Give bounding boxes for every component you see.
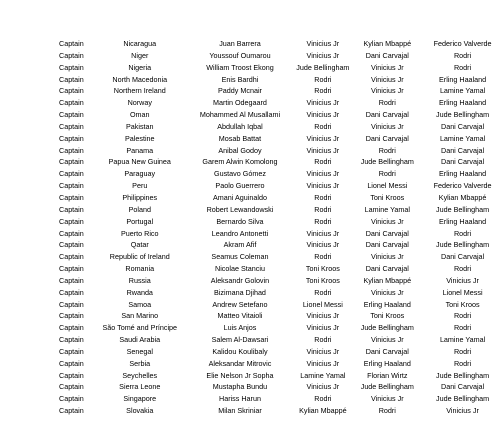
role-cell[interactable]: Captain bbox=[59, 406, 84, 416]
captain-cell[interactable]: Paddy Mcnair bbox=[218, 86, 262, 96]
second-choice-cell[interactable]: Dani Carvajal bbox=[365, 346, 409, 356]
third-choice-cell[interactable]: Rodri bbox=[453, 346, 472, 356]
first-choice-cell[interactable]: Vinicius Jr bbox=[306, 382, 340, 392]
table-row bbox=[59, 287, 500, 299]
role-cell[interactable]: Captain bbox=[59, 335, 84, 345]
table-body bbox=[59, 38, 500, 417]
country-cell[interactable]: Philippines bbox=[122, 192, 158, 202]
captain-cell[interactable]: Seamus Coleman bbox=[211, 252, 269, 262]
country-cell[interactable]: Republic of Ireland bbox=[109, 252, 170, 262]
third-choice-cell[interactable]: Federico Valverde bbox=[433, 39, 492, 48]
table-row bbox=[59, 168, 500, 180]
second-choice-cell[interactable]: Vinicius Jr bbox=[370, 216, 404, 226]
third-choice-cell[interactable]: Rodri bbox=[453, 358, 472, 368]
captain-cell[interactable]: Kalidou Koulibaly bbox=[212, 346, 268, 356]
third-choice-cell[interactable]: Rodri bbox=[453, 228, 472, 238]
table-row bbox=[59, 156, 500, 168]
country-cell[interactable]: Slovakia bbox=[126, 406, 154, 416]
table-row bbox=[59, 109, 500, 121]
third-choice-cell[interactable]: Jude Bellingham bbox=[436, 240, 490, 250]
captain-cell[interactable]: William Troost Ekong bbox=[206, 62, 274, 72]
role-cell[interactable]: Captain bbox=[59, 287, 84, 297]
first-choice-cell[interactable]: Rodri bbox=[314, 204, 332, 214]
country-cell[interactable]: Paraguay bbox=[124, 169, 156, 179]
table-row bbox=[59, 85, 500, 97]
table-row bbox=[59, 239, 500, 251]
first-choice-cell[interactable]: Vinicius Jr bbox=[306, 133, 340, 143]
table-row bbox=[59, 74, 500, 86]
first-choice-cell[interactable]: Vinicius Jr bbox=[306, 169, 340, 179]
captain-cell[interactable]: Andrew Setefano bbox=[212, 299, 268, 309]
third-choice-cell[interactable]: Toni Kroos bbox=[445, 299, 480, 309]
second-choice-cell[interactable]: Toni Kroos bbox=[370, 192, 405, 202]
role-cell[interactable]: Captain bbox=[59, 204, 84, 214]
table-row bbox=[59, 346, 500, 358]
captain-cell[interactable]: Hariss Harun bbox=[219, 394, 261, 404]
country-cell[interactable]: Panama bbox=[126, 145, 154, 155]
table-row bbox=[59, 393, 500, 405]
country-cell[interactable]: Poland bbox=[128, 204, 151, 214]
captain-cell[interactable]: Mosab Battat bbox=[218, 133, 262, 143]
second-choice-cell[interactable]: Jude Bellingham bbox=[360, 382, 414, 392]
first-choice-cell[interactable]: Rodri bbox=[314, 192, 332, 202]
third-choice-cell[interactable]: Dani Carvajal bbox=[441, 121, 485, 131]
role-cell[interactable]: Captain bbox=[59, 110, 84, 120]
country-cell[interactable]: Serbia bbox=[129, 358, 151, 368]
second-choice-cell[interactable]: Vinicius Jr bbox=[370, 335, 404, 345]
country-cell[interactable]: Sierra Leone bbox=[119, 382, 161, 392]
captain-cell[interactable]: Nicolae Stanciu bbox=[215, 264, 265, 274]
captain-cell[interactable]: Milan Skriniar bbox=[218, 406, 262, 416]
third-choice-cell[interactable]: Federico Valverde bbox=[433, 181, 492, 191]
first-choice-cell[interactable]: Vinicius Jr bbox=[306, 323, 340, 333]
country-cell[interactable]: San Marino bbox=[121, 311, 159, 321]
table-row bbox=[59, 121, 500, 133]
table-row bbox=[59, 38, 500, 50]
role-cell[interactable]: Captain bbox=[59, 358, 84, 368]
second-choice-cell[interactable]: Lionel Messi bbox=[367, 181, 408, 191]
second-choice-cell[interactable]: Jude Bellingham bbox=[360, 323, 414, 333]
second-choice-cell[interactable]: Vinicius Jr bbox=[370, 62, 404, 72]
first-choice-cell[interactable]: Vinicius Jr bbox=[306, 358, 340, 368]
role-cell[interactable]: Captain bbox=[59, 86, 84, 96]
country-cell[interactable]: Nicaragua bbox=[123, 39, 157, 48]
second-choice-cell[interactable]: Dani Carvajal bbox=[365, 228, 409, 238]
country-cell[interactable]: Samoa bbox=[128, 299, 152, 309]
second-choice-cell[interactable]: Rodri bbox=[378, 98, 396, 108]
second-choice-cell[interactable]: Jude Bellingham bbox=[360, 157, 414, 167]
country-cell[interactable]: Senegal bbox=[126, 346, 153, 356]
first-choice-cell[interactable]: Rodri bbox=[314, 287, 332, 297]
role-cell[interactable]: Captain bbox=[59, 346, 84, 356]
table-row bbox=[59, 251, 500, 263]
first-choice-cell[interactable]: Lamine Yamal bbox=[300, 370, 346, 380]
third-choice-cell[interactable]: Lamine Yamal bbox=[439, 86, 486, 96]
role-cell[interactable]: Captain bbox=[59, 382, 84, 392]
first-choice-cell[interactable]: Rodri bbox=[314, 216, 332, 226]
third-choice-cell[interactable]: Lamine Yamal bbox=[439, 133, 486, 143]
second-choice-cell[interactable]: Dani Carvajal bbox=[365, 240, 409, 250]
captain-cell[interactable]: Gustavo Gómez bbox=[214, 169, 266, 179]
first-choice-cell[interactable]: Rodri bbox=[314, 157, 332, 167]
second-choice-cell[interactable]: Vinicius Jr bbox=[370, 287, 404, 297]
country-cell[interactable]: Papua New Guinea bbox=[108, 157, 171, 167]
first-choice-cell[interactable]: Jude Bellingham bbox=[296, 62, 350, 72]
country-cell[interactable]: Singapore bbox=[123, 394, 157, 404]
second-choice-cell[interactable]: Erling Haaland bbox=[363, 358, 411, 368]
role-cell[interactable]: Captain bbox=[59, 216, 84, 226]
role-cell[interactable]: Captain bbox=[59, 370, 84, 380]
table-row bbox=[59, 216, 500, 228]
captain-cell[interactable]: Aleksandar Mitrovic bbox=[208, 358, 272, 368]
second-choice-cell[interactable]: Rodri bbox=[378, 169, 396, 179]
first-choice-cell[interactable]: Toni Kroos bbox=[305, 264, 340, 274]
third-choice-cell[interactable]: Dani Carvajal bbox=[441, 382, 485, 392]
third-choice-cell[interactable]: Lamine Yamal bbox=[439, 335, 486, 345]
second-choice-cell[interactable]: Erling Haaland bbox=[363, 299, 411, 309]
country-cell[interactable]: São Tomé and Príncipe bbox=[102, 323, 178, 333]
captain-cell[interactable]: Amani Aguinaldo bbox=[213, 192, 267, 202]
second-choice-cell[interactable]: Dani Carvajal bbox=[365, 50, 409, 60]
first-choice-cell[interactable]: Vinicius Jr bbox=[306, 240, 340, 250]
first-choice-cell[interactable]: Vinicius Jr bbox=[306, 311, 340, 321]
second-choice-cell[interactable]: Lamine Yamal bbox=[364, 204, 410, 214]
table-row bbox=[59, 322, 500, 334]
role-cell[interactable]: Captain bbox=[59, 275, 84, 285]
captain-cell[interactable]: Leandro Antonetti bbox=[211, 228, 269, 238]
country-cell[interactable]: Niger bbox=[131, 50, 149, 60]
role-cell[interactable]: Captain bbox=[59, 50, 84, 60]
country-cell[interactable]: Peru bbox=[132, 181, 148, 191]
captain-cell[interactable]: Aleksandr Golovin bbox=[210, 275, 270, 285]
country-cell[interactable]: Pakistan bbox=[125, 121, 154, 131]
role-cell[interactable]: Captain bbox=[59, 121, 84, 131]
first-choice-cell[interactable]: Rodri bbox=[314, 74, 332, 84]
role-cell[interactable]: Captain bbox=[59, 240, 84, 250]
second-choice-cell[interactable]: Vinicius Jr bbox=[370, 74, 404, 84]
third-choice-cell[interactable]: Erling Haaland bbox=[439, 169, 487, 179]
third-choice-cell[interactable]: Rodri bbox=[453, 323, 472, 333]
captain-cell[interactable]: Youssouf Oumarou bbox=[209, 50, 271, 60]
table-row bbox=[59, 228, 500, 240]
second-choice-cell[interactable]: Toni Kroos bbox=[370, 311, 405, 321]
role-cell[interactable]: Captain bbox=[59, 311, 84, 321]
first-choice-cell[interactable]: Vinicius Jr bbox=[306, 98, 340, 108]
role-cell[interactable]: Captain bbox=[59, 145, 84, 155]
first-choice-cell[interactable]: Rodri bbox=[314, 335, 332, 345]
role-cell[interactable]: Captain bbox=[59, 192, 84, 202]
table-row bbox=[59, 275, 500, 287]
first-choice-cell[interactable]: Vinicius Jr bbox=[306, 110, 340, 120]
table-row bbox=[59, 50, 500, 62]
captain-cell[interactable]: Elie Nelson Jr Sopha bbox=[206, 370, 274, 380]
captain-cell[interactable]: Bernardo Silva bbox=[216, 216, 264, 226]
third-choice-cell[interactable]: Rodri bbox=[453, 264, 472, 274]
captain-cell[interactable]: Akram Afif bbox=[223, 240, 257, 250]
table-row bbox=[59, 263, 500, 275]
third-choice-cell[interactable]: Jude Bellingham bbox=[436, 110, 490, 120]
third-choice-cell[interactable]: Jude Bellingham bbox=[436, 394, 490, 404]
role-cell[interactable]: Captain bbox=[59, 62, 84, 72]
third-choice-cell[interactable]: Vinicius Jr bbox=[446, 406, 479, 416]
third-choice-cell[interactable]: Kylian Mbappé bbox=[438, 192, 487, 202]
second-choice-cell[interactable]: Kylian Mbappé bbox=[363, 275, 412, 285]
country-cell[interactable]: Northern Ireland bbox=[113, 86, 166, 96]
first-choice-cell[interactable]: Vinicius Jr bbox=[306, 50, 340, 60]
captain-cell[interactable]: Garem Alwin Komolong bbox=[202, 157, 278, 167]
first-choice-cell[interactable]: Vinicius Jr bbox=[306, 346, 340, 356]
country-cell[interactable]: Rwanda bbox=[126, 287, 153, 297]
role-cell[interactable]: Captain bbox=[59, 98, 84, 108]
table-row bbox=[59, 97, 500, 109]
country-cell[interactable]: Qatar bbox=[130, 240, 149, 250]
first-choice-cell[interactable]: Rodri bbox=[314, 394, 332, 404]
first-choice-cell[interactable]: Toni Kroos bbox=[305, 275, 340, 285]
table-row bbox=[59, 405, 500, 417]
captain-cell[interactable]: Matteo Vitaioli bbox=[217, 311, 263, 321]
third-choice-cell[interactable]: Rodri bbox=[453, 62, 472, 72]
first-choice-cell[interactable]: Vinicius Jr bbox=[306, 39, 340, 48]
table-row bbox=[59, 62, 500, 74]
first-choice-cell[interactable]: Vinicius Jr bbox=[306, 181, 340, 191]
table-row bbox=[59, 310, 500, 322]
role-cell[interactable]: Captain bbox=[59, 394, 84, 404]
table-row bbox=[59, 299, 500, 311]
second-choice-cell[interactable]: Dani Carvajal bbox=[365, 264, 409, 274]
country-cell[interactable]: Norway bbox=[127, 98, 152, 108]
second-choice-cell[interactable]: Florian Wirtz bbox=[367, 370, 408, 380]
table-row bbox=[59, 145, 500, 157]
third-choice-cell[interactable]: Jude Bellingham bbox=[436, 204, 490, 214]
country-cell[interactable]: North Macedonia bbox=[112, 74, 168, 84]
role-cell[interactable]: Captain bbox=[59, 299, 84, 309]
third-choice-cell[interactable]: Erling Haaland bbox=[439, 216, 487, 226]
captain-cell[interactable]: Salem Al-Dawsari bbox=[211, 335, 269, 345]
captain-cell[interactable]: Luis Anjos bbox=[223, 323, 257, 333]
second-choice-cell[interactable]: Rodri bbox=[378, 145, 396, 155]
first-choice-cell[interactable]: Kylian Mbappé bbox=[299, 406, 347, 416]
first-choice-cell[interactable]: Rodri bbox=[314, 121, 332, 131]
table-row bbox=[59, 358, 500, 370]
captain-cell[interactable]: Bizimana Djihad bbox=[214, 287, 266, 297]
country-cell[interactable]: Russia bbox=[128, 275, 151, 285]
role-cell[interactable]: Captain bbox=[59, 74, 84, 84]
table-row bbox=[59, 192, 500, 204]
second-choice-cell[interactable]: Vinicius Jr bbox=[370, 121, 404, 131]
second-choice-cell[interactable]: Kylian Mbappé bbox=[363, 39, 412, 48]
captain-cell[interactable]: Paolo Guerrero bbox=[215, 181, 265, 191]
third-choice-cell[interactable]: Rodri bbox=[453, 311, 472, 321]
second-choice-cell[interactable]: Rodri bbox=[378, 406, 396, 416]
table-row bbox=[59, 370, 500, 382]
role-cell[interactable]: Captain bbox=[59, 169, 84, 179]
country-cell[interactable]: Saudi Arabia bbox=[119, 335, 161, 345]
captain-votes-table bbox=[59, 38, 500, 417]
country-cell[interactable]: Oman bbox=[129, 110, 150, 120]
role-cell[interactable]: Captain bbox=[59, 157, 84, 167]
table-row bbox=[59, 133, 500, 145]
third-choice-cell[interactable]: Erling Haaland bbox=[439, 74, 487, 84]
role-cell[interactable]: Captain bbox=[59, 228, 84, 238]
captain-cell[interactable]: Abdullah Iqbal bbox=[217, 121, 263, 131]
second-choice-cell[interactable]: Dani Carvajal bbox=[365, 133, 409, 143]
role-cell[interactable]: Captain bbox=[59, 264, 84, 274]
table-row bbox=[59, 204, 500, 216]
captain-cell[interactable]: Mohammed Al Musallami bbox=[199, 110, 281, 120]
third-choice-cell[interactable]: Jude Bellingham bbox=[436, 370, 490, 380]
third-choice-cell[interactable]: Rodri bbox=[453, 50, 472, 60]
first-choice-cell[interactable]: Vinicius Jr bbox=[306, 145, 340, 155]
country-cell[interactable]: Romania bbox=[125, 264, 155, 274]
captain-cell[interactable]: Robert Lewandowski bbox=[206, 204, 274, 214]
third-choice-cell[interactable]: Dani Carvajal bbox=[441, 252, 485, 262]
country-cell[interactable]: Portugal bbox=[126, 216, 154, 226]
first-choice-cell[interactable]: Rodri bbox=[314, 252, 332, 262]
country-cell[interactable]: Palestine bbox=[124, 133, 155, 143]
captain-cell[interactable]: Martin Odegaard bbox=[213, 98, 267, 108]
second-choice-cell[interactable]: Vinicius Jr bbox=[370, 394, 404, 404]
third-choice-cell[interactable]: Vinicius Jr bbox=[446, 275, 479, 285]
third-choice-cell[interactable]: Dani Carvajal bbox=[441, 145, 485, 155]
role-cell[interactable]: Captain bbox=[59, 181, 84, 191]
role-cell[interactable]: Captain bbox=[59, 252, 84, 262]
country-cell[interactable]: Nigeria bbox=[128, 62, 152, 72]
second-choice-cell[interactable]: Dani Carvajal bbox=[365, 110, 409, 120]
first-choice-cell[interactable]: Vinicius Jr bbox=[306, 228, 340, 238]
third-choice-cell[interactable]: Dani Carvajal bbox=[441, 157, 485, 167]
third-choice-cell[interactable]: Lionel Messi bbox=[442, 287, 483, 297]
table-row bbox=[59, 381, 500, 393]
role-cell[interactable]: Captain bbox=[59, 323, 84, 333]
role-cell[interactable]: Captain bbox=[59, 133, 84, 143]
captain-cell[interactable]: Enis Bardhi bbox=[221, 74, 259, 84]
country-cell[interactable]: Seychelles bbox=[122, 370, 158, 380]
second-choice-cell[interactable]: Vinicius Jr bbox=[370, 86, 404, 96]
captain-cell[interactable]: Anibal Godoy bbox=[218, 145, 262, 155]
captain-cell[interactable]: Mustapha Bundu bbox=[212, 382, 268, 392]
table-row bbox=[59, 180, 500, 192]
first-choice-cell[interactable]: Rodri bbox=[314, 86, 332, 96]
third-choice-cell[interactable]: Erling Haaland bbox=[439, 98, 487, 108]
captain-cell[interactable]: Juan Barrera bbox=[219, 39, 261, 48]
table-row bbox=[59, 334, 500, 346]
second-choice-cell[interactable]: Vinicius Jr bbox=[370, 252, 404, 262]
country-cell[interactable]: Puerto Rico bbox=[120, 228, 159, 238]
role-cell[interactable]: Captain bbox=[59, 39, 84, 48]
first-choice-cell[interactable]: Lionel Messi bbox=[302, 299, 343, 309]
